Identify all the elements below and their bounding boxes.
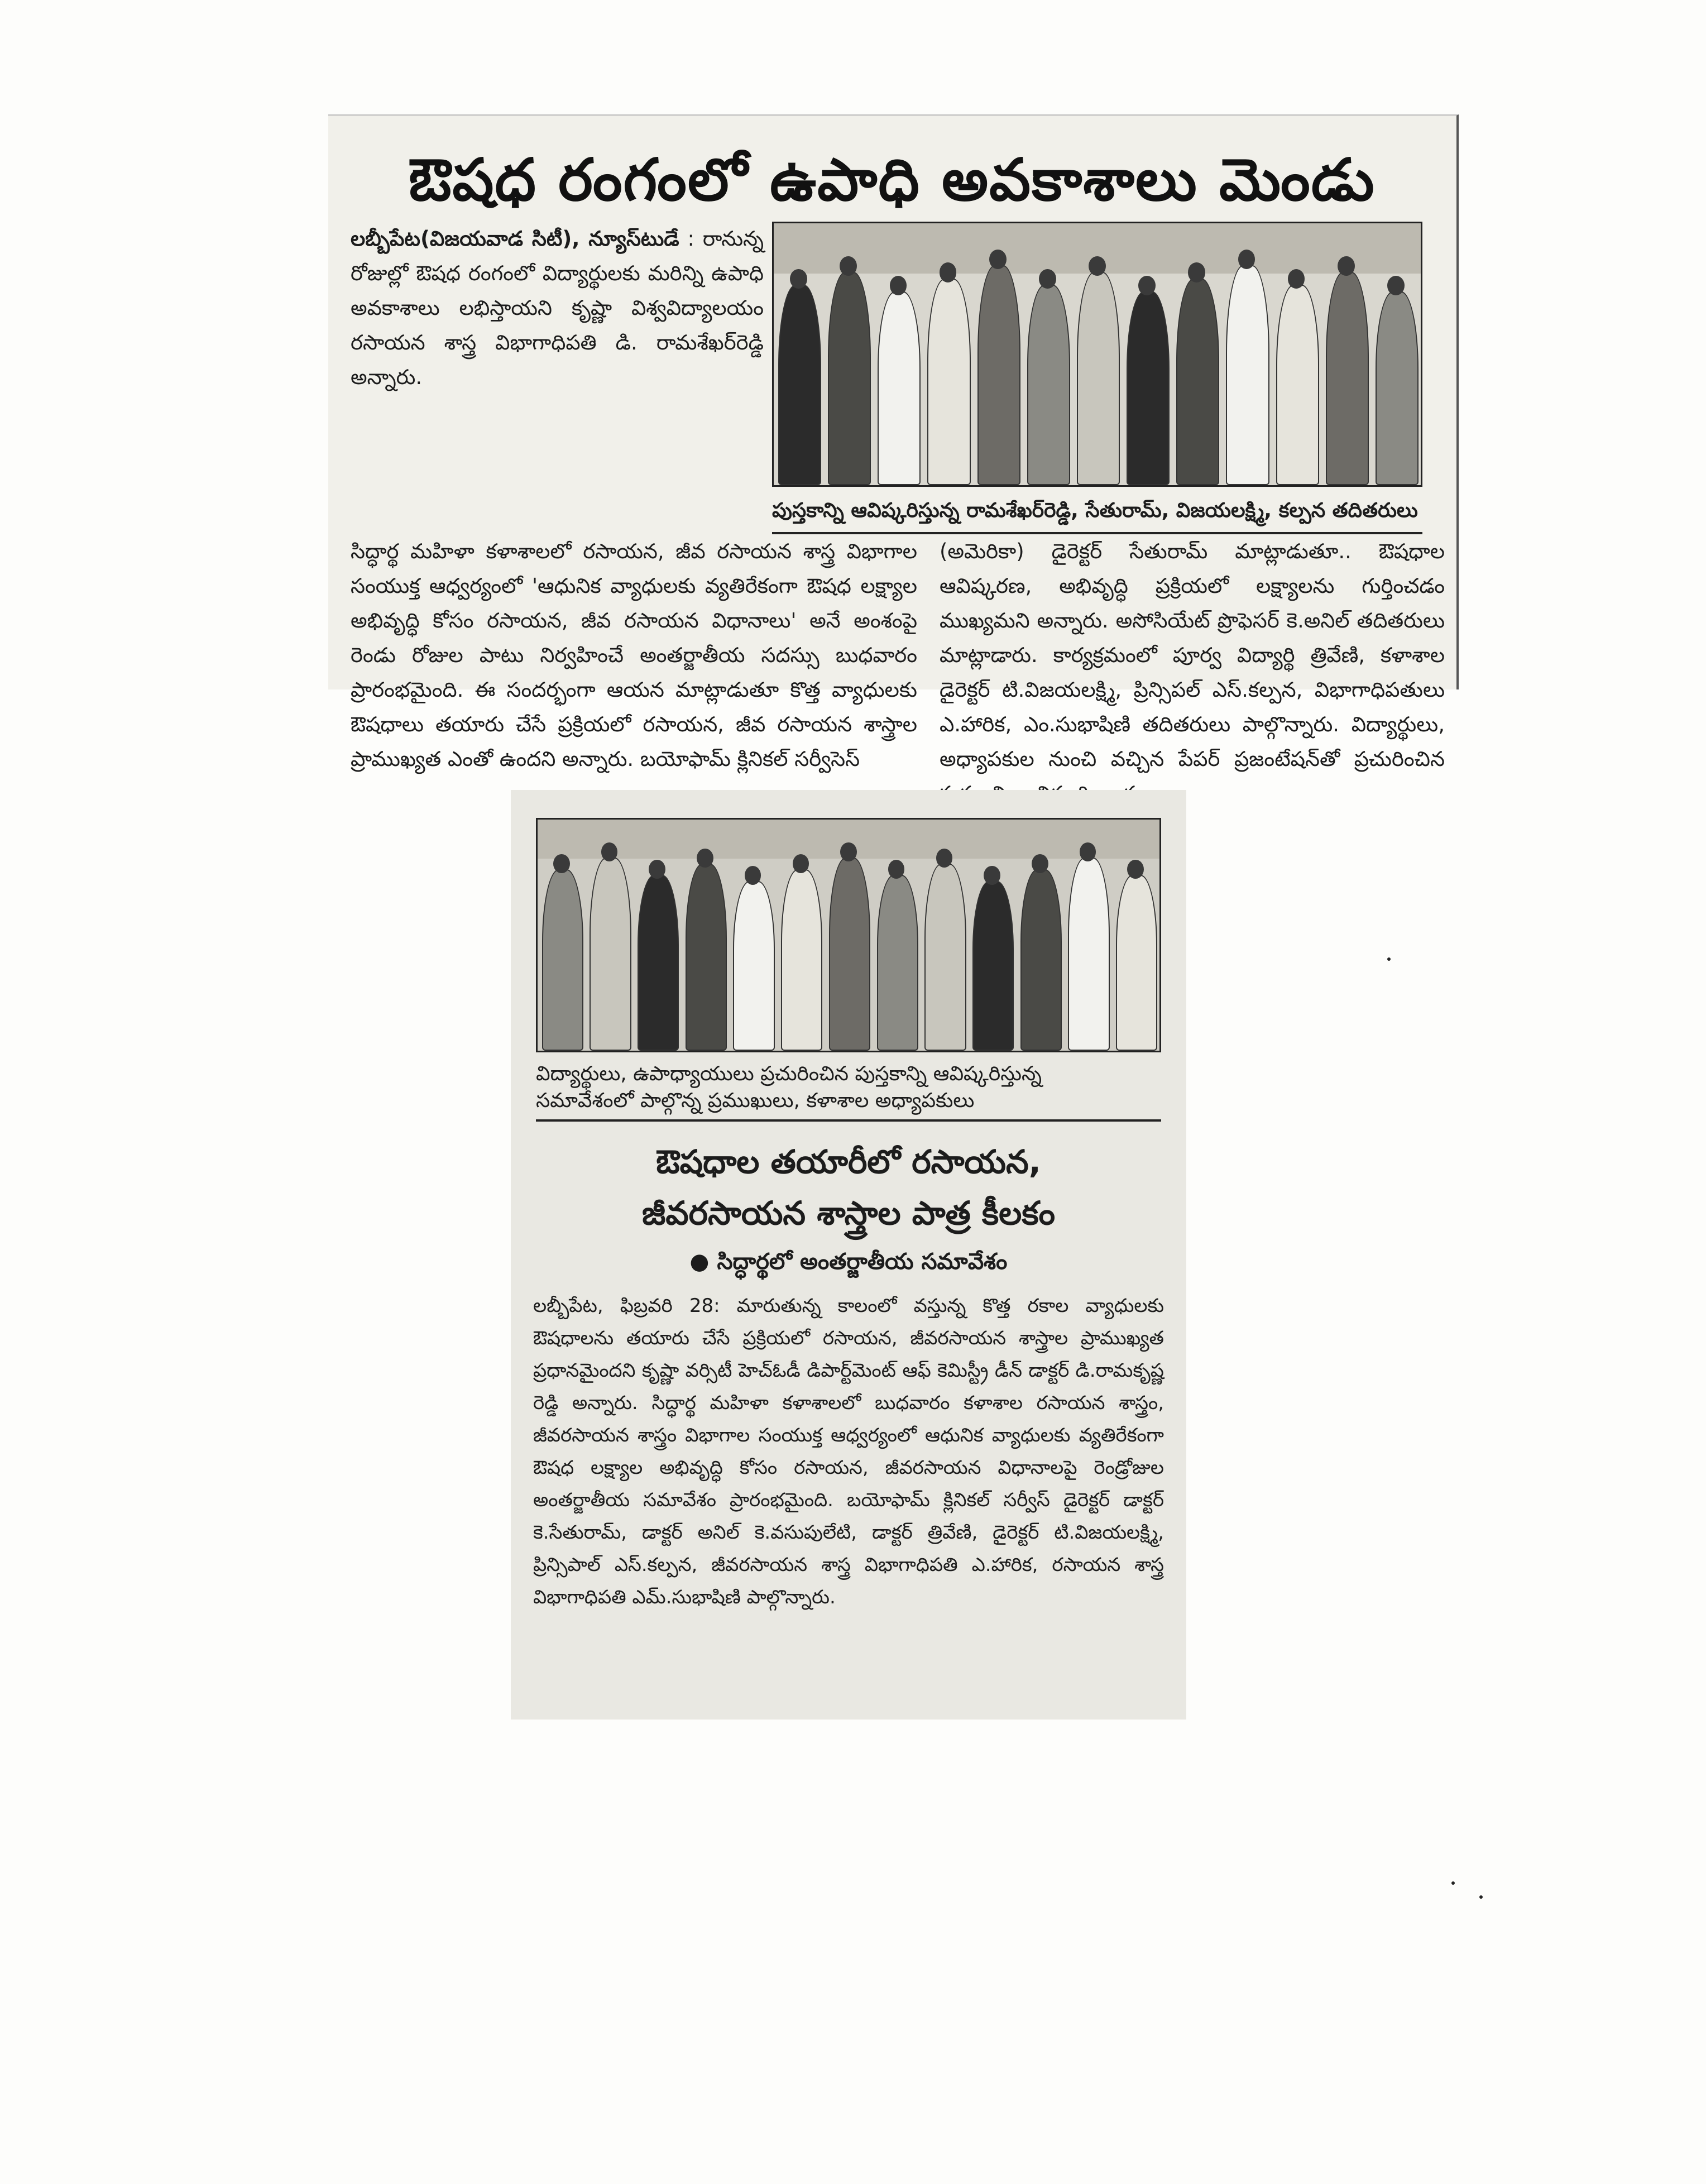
person-silhouette	[977, 250, 1018, 485]
newspaper-clipping-1	[328, 114, 1459, 771]
person-silhouette	[686, 849, 725, 1051]
person-body	[590, 858, 631, 1051]
person-body	[1020, 869, 1062, 1051]
person-silhouette	[1127, 276, 1167, 485]
person-head	[1338, 256, 1355, 276]
person-body	[927, 279, 970, 485]
clipping2-subhead	[536, 1245, 1161, 1278]
person-body	[1376, 291, 1419, 485]
person-silhouette	[1376, 276, 1416, 485]
person-head	[1138, 276, 1156, 295]
person-body	[542, 869, 583, 1051]
person-head	[1039, 269, 1056, 289]
person-silhouette	[1276, 269, 1317, 485]
dust-speck	[1479, 1895, 1483, 1899]
person-body	[781, 869, 822, 1051]
caption-line-2: సమావేశంలో పాల్గొన్న ప్రముఖులు, కళాశాల అధ్యాపకులు	[536, 1089, 975, 1112]
person-body	[1127, 291, 1170, 485]
clipping1-photo-caption: పుస్తకాన్ని ఆవిష్కరిస్తున్న రామశేఖర్‌రెడ్డి, సేతురామ్, విజయలక్ష్మి, కల్పన తదితరులు	[772, 487, 1422, 534]
person-body	[1068, 858, 1109, 1051]
people-row	[774, 223, 1421, 485]
person-silhouette	[829, 842, 868, 1051]
people-row	[538, 820, 1159, 1051]
person-silhouette	[638, 860, 677, 1051]
person-body	[778, 285, 821, 485]
clipping1-dateline: లబ్బీపేట(విజయవాడ సిటీ), న్యూస్‌టుడే	[351, 227, 679, 251]
person-body	[877, 875, 918, 1051]
clipping1-column-a	[351, 222, 764, 534]
person-silhouette	[878, 276, 918, 485]
dust-speck	[1451, 1881, 1455, 1885]
person-silhouette	[1020, 854, 1060, 1051]
person-head	[553, 854, 570, 873]
caption-line-1: విద్యార్థులు, ఉపాధ్యాయులు ప్రచురించిన పుస్తకాన్ని ఆవిష్కరిస్తున్న	[536, 1062, 1042, 1085]
clipping2-group-photo	[536, 818, 1161, 1052]
person-silhouette	[1326, 256, 1367, 485]
person-head	[936, 849, 953, 868]
clipping1-headline: ఔషధ రంగంలో ఉపాధి అవకాశాలు మెండు	[409, 146, 1376, 214]
bullet-icon: ●	[689, 1249, 710, 1275]
person-body	[1226, 265, 1269, 485]
clipping1-group-photo	[772, 222, 1422, 487]
subhead-text: సిద్ధార్థలో అంతర్జాతీయ సమావేశం	[717, 1249, 1008, 1275]
person-body	[1276, 285, 1319, 485]
person-body	[686, 864, 727, 1051]
person-body	[924, 864, 966, 1051]
person-silhouette	[1226, 250, 1267, 485]
person-silhouette	[781, 854, 820, 1051]
person-silhouette	[924, 849, 964, 1051]
person-silhouette	[733, 866, 772, 1051]
person-silhouette	[590, 842, 629, 1051]
person-silhouette	[1027, 269, 1068, 485]
person-silhouette	[1176, 262, 1217, 485]
person-silhouette	[1068, 842, 1107, 1051]
person-head	[697, 849, 713, 868]
person-body	[972, 881, 1014, 1051]
person-body	[1077, 272, 1120, 485]
person-silhouette	[778, 269, 819, 485]
dust-speck	[1387, 957, 1391, 961]
person-body	[878, 291, 921, 485]
person-silhouette	[1116, 860, 1155, 1051]
person-body	[1176, 279, 1219, 485]
person-head	[940, 262, 957, 282]
person-silhouette	[542, 854, 581, 1051]
newspaper-clipping-2	[511, 790, 1186, 1720]
clipping2-headline	[536, 1136, 1161, 1239]
person-silhouette	[972, 866, 1012, 1051]
person-head	[793, 854, 809, 873]
person-body	[828, 272, 871, 485]
person-head	[1387, 276, 1405, 295]
person-head	[989, 250, 1007, 269]
person-silhouette	[828, 256, 869, 485]
headline-line-1: ఔషధాల తయారీలో రసాయన,	[656, 1143, 1041, 1181]
person-head	[840, 256, 857, 276]
clipping2-body: లబ్బీపేట, ఫిబ్రవరి 28: మారుతున్న కాలంలో వస్తున్న కొత్త రకాల వ్యాధులకు ఔషధాలను తయారు చేసే ప్రక్రియలో రసాయన, జీవరసాయన శాస్త్రాల ప్రాముఖ్యత ప్రధానమైందని కృష్ణా వర్సిటీ హెచ్‌ఓడీ డిపార్ట్‌మెంట్ ఆఫ్ కెమిస్ట్రీ డీన్ డాక్టర్ డి.రామకృష్ణ రెడ్డి అన్నారు. సిద్ధార్థ మహిళా కళాశాలలో బుధవారం కళాశాల రసాయన శాస్త్రం, జీవరసాయన శాస్త్రం విభాగాల సంయుక్త ఆధ్వర్యంలో ఆధునిక వ్యాధులకు వ్యతిరేకంగా ఔషధ లక్ష్యాల అభివృద్ధి కోసం రసాయన, జీవరసాయన విధానాలపై రెండ్రోజుల అంతర్జాతీయ సమావేశం ప్రారంభమైంది. బయోఫామ్ క్లినికల్ సర్వీస్ డైరెక్టర్ డాక్టర్ కె.సేతురామ్, డాక్టర్ అనిల్ కె.వసుపులేటి, డాక్టర్ త్రివేణి, డైరెక్టర్ టి.విజయలక్ష్మి, ప్రిన్సిపాల్ ఎస్.కల్పన, జీవరసాయన శాస్త్ర విభాగాధిపతి ఎ.హారిక, రసాయన శాస్త్ర విభాగాధిపతి ఎమ్.సుభాషిణి పాల్గొన్నారు.	[533, 1295, 1164, 1608]
clipping1-column-c: (అమెరికా) డైరెక్టర్ సేతురామ్ మాట్లాడుతూ.. ఔషధాల ఆవిష్కరణ, అభివృద్ధి ప్రక్రియలో లక్ష్యాలను గుర్తించడం ముఖ్యమని అన్నారు. అసోసియేట్ ప్రొఫెసర్ కె.అనిల్ తదితరులు మాట్లాడారు. కార్యక్రమంలో పూర్వ విద్యార్థి త్రివేణి, కళాశాల డైరెక్టర్ టి.విజయలక్ష్మి, ప్రిన్సిపల్ ఎస్.కల్పన, విభాగాధిపతులు ఎ.హారిక, ఎం.సుభాషిణి తదితరులు పాల్గొన్నారు. విద్యార్థులు, అధ్యాపకుల నుంచి వచ్చిన పేపర్ ప్రజంటేషన్‌తో ప్రచురించిన	[940, 539, 1445, 771]
person-silhouette	[1077, 256, 1118, 485]
person-silhouette	[877, 860, 916, 1051]
person-head	[790, 269, 807, 289]
person-head	[984, 866, 1000, 885]
person-head	[1089, 256, 1106, 276]
person-body	[977, 265, 1020, 485]
person-body	[1027, 285, 1070, 485]
person-body	[733, 881, 774, 1051]
person-body	[1116, 875, 1157, 1051]
person-head	[840, 842, 857, 861]
person-body	[1326, 272, 1369, 485]
clipping1-column-b: సిద్ధార్థ మహిళా కళాశాలలో రసాయన, జీవ రసాయన శాస్త్ర విభాగాల సంయుక్త ఆధ్వర్యంలో 'ఆధునిక వ్యాధులకు వ్యతిరేకంగా ఔషధ లక్ష్యాల అభివృద్ధి కోసం రసాయన, జీవ రసాయన విధానాలు' అనే అంశంపై రెండు రోజుల పాటు నిర్వహించే అంతర్జాతీయ సదస్సు బుధవారం ప్రారంభమైంది. ఈ సందర్భంగా ఆయన మాట్లాడుతూ కొత్త వ్యాధులకు ఔషధాలు తయారు చేసే ప్రక్రియలో రసాయన, జీవ రసాయన శాస్త్రాల ప్రాముఖ్యత ఎంతో ఉందని అన్నారు. బయోఫామ్ క్లినికల్ సర్వీసెస్	[351, 539, 917, 771]
caption-rule	[536, 1119, 1161, 1122]
person-head	[1032, 854, 1048, 873]
clipping2-photo-caption	[536, 1061, 1161, 1114]
person-head	[745, 866, 761, 885]
person-head	[890, 276, 907, 295]
clipping1-column-a-text: : రానున్న రోజుల్లో ఔషధ రంగంలో విద్యార్థులకు మరిన్ని ఉపాధి అవకాశాలు లభిస్తాయని కృష్ణా విశ్వవిద్యాలయం రసాయన శాస్త్ర విభాగాధిపతి డి. రామశేఖర్‌రెడ్డి అన్నారు.	[351, 227, 764, 389]
headline-line-2: జీవరసాయన శాస్త్రాల పాత్ర కీలకం	[642, 1194, 1055, 1232]
person-silhouette	[927, 262, 968, 485]
person-body	[829, 858, 870, 1051]
person-head	[1188, 262, 1205, 282]
person-body	[638, 875, 679, 1051]
